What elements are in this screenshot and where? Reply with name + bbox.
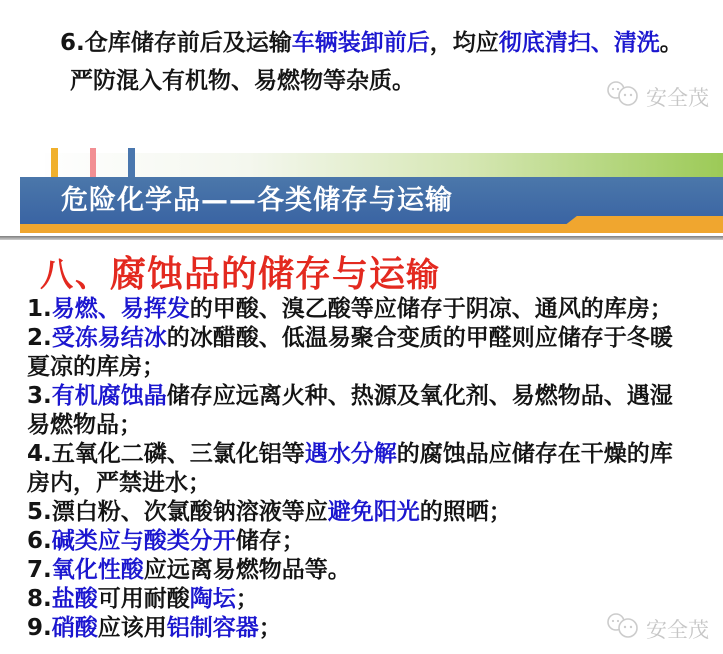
text-segment: 车辆装卸前后: [291, 30, 430, 56]
text-segment: 9.: [27, 615, 52, 641]
watermark-bottom: [605, 612, 709, 645]
text-segment: ，均应: [429, 30, 499, 56]
list-item: [27, 324, 707, 382]
text-segment: 氧化性酸: [51, 557, 144, 583]
list-item-line: [27, 411, 707, 440]
text-segment: 易燃、易挥发: [51, 296, 190, 322]
text-segment: 4.五氧化二磷、三氯化铝等: [27, 441, 305, 467]
list-item: [27, 382, 707, 440]
list-item-line: [27, 585, 707, 614]
orange-corner-tab: [555, 216, 723, 233]
text-segment: 的腐蚀品应储存在干燥的库: [396, 441, 673, 467]
text-segment: 遇水分解: [304, 441, 397, 467]
text-segment: 8.: [27, 586, 52, 612]
section-title: [40, 246, 439, 297]
text-segment: 6.: [27, 528, 52, 554]
watermark-label: 安全茂: [646, 85, 709, 110]
text-segment: 应远离易燃物品等。: [143, 557, 351, 583]
text-segment: 1.: [27, 296, 52, 322]
text-segment: 6.仓库储存前后及运输: [60, 30, 292, 56]
list-item-line: [27, 440, 707, 469]
list-item-line: [27, 295, 707, 324]
text-segment: 。: [659, 30, 683, 56]
text-segment: ；: [258, 615, 282, 641]
text-segment: 3.: [27, 383, 52, 409]
text-segment: 严防混入有机物、易燃物等杂质。: [70, 68, 415, 94]
list-item-line: [27, 353, 707, 382]
list-item-line: [27, 498, 707, 527]
text-segment: 碱类应与酸类分开: [51, 528, 236, 554]
shadow-divider: [0, 236, 723, 240]
deco-bar-pink: [90, 148, 96, 177]
deco-bar-yellow: [51, 148, 58, 177]
text-segment: 受冻易结冰: [51, 325, 167, 351]
text-segment: 可用耐酸: [97, 586, 190, 612]
section-title-suffix: 输: [406, 255, 440, 294]
banner-title: 危险化学品——各类储存与运输: [20, 177, 723, 224]
green-gradient-strip: [45, 153, 723, 177]
list-item-line: [27, 527, 707, 556]
list-item-line: [27, 324, 707, 353]
storage-rules-list: [27, 295, 707, 643]
list-item: [27, 440, 707, 498]
text-segment: 的照晒；: [419, 499, 512, 525]
text-segment: 彻底清扫、清洗: [498, 30, 660, 56]
text-segment: 夏凉的库房；: [27, 354, 165, 380]
list-item-line: [27, 469, 707, 498]
text-segment: 盐酸: [51, 586, 98, 612]
text-segment: 2.: [27, 325, 52, 351]
text-segment: 避免阳光: [327, 499, 420, 525]
section-title-main: 腐蚀品的储存与运: [110, 254, 407, 295]
list-item-line: [27, 382, 707, 411]
deco-bar-blue: [128, 148, 135, 177]
text-segment: 的甲酸、溴乙酸等应储存于阴凉、通风的库房；: [189, 296, 673, 322]
text-segment: 硝酸: [51, 615, 98, 641]
list-item: [27, 498, 707, 527]
text-segment: 房内，严禁进水；: [27, 470, 211, 496]
list-item: [27, 585, 707, 614]
text-segment: 铝制容器: [166, 615, 259, 641]
chat-bubbles-icon: [605, 612, 641, 645]
section-title-prefix: 八、: [40, 255, 110, 294]
text-segment: 应该用: [97, 615, 167, 641]
text-segment: 陶坛: [189, 586, 236, 612]
text-segment: 7.: [27, 557, 52, 583]
text-segment: 5.漂白粉、次氯酸钠溶液等应: [27, 499, 328, 525]
text-segment: 易燃物品；: [27, 412, 142, 438]
watermark-top: [605, 80, 709, 113]
text-segment: ；: [235, 586, 259, 612]
list-item: [27, 295, 707, 324]
list-item: [27, 527, 707, 556]
watermark-label: 安全茂: [646, 617, 709, 642]
list-item-line: [27, 556, 707, 585]
top-note-line-1: [60, 24, 710, 62]
list-item: [27, 556, 707, 585]
text-segment: 储存应远离火种、热源及氧化剂、易燃物品、遇湿: [166, 383, 673, 409]
text-segment: 储存；: [235, 528, 305, 554]
text-segment: 有机腐蚀晶: [51, 383, 167, 409]
chat-bubbles-icon: [605, 80, 641, 113]
text-segment: 的冰醋酸、低温易聚合变质的甲醛则应储存于冬暖: [166, 325, 673, 351]
